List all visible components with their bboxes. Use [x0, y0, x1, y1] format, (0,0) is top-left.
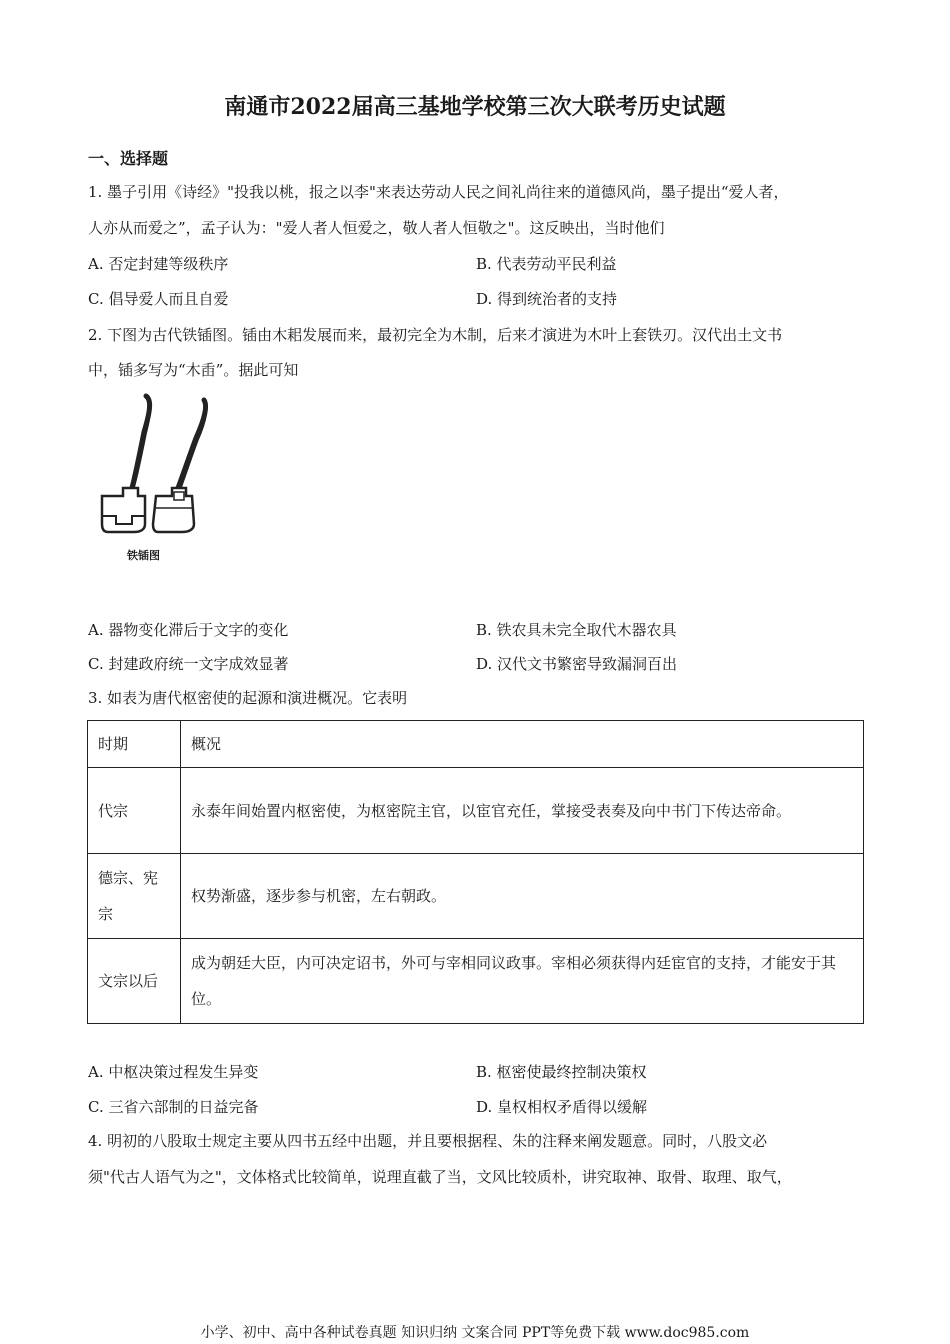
q1-option-d: D. 得到统治者的支持 [476, 290, 618, 308]
q4-stem-line1: 4. 明初的八股取士规定主要从四书五经中出题，并且要根据程、朱的注释来阐发题意。同时，八股文必 [88, 1132, 768, 1150]
q4-stem-line2: 须"代古人语气为之"，文体格式比较简单，说理直截了当，文风比较质朴，讲究取神、取骨、取理、取气， [88, 1168, 792, 1186]
q3-stem: 3. 如表为唐代枢密使的起源和演进概况。它表明 [88, 689, 408, 707]
q1-stem-line2: 人亦从而爱之”，孟子认为："爱人者人恒爱之，敬人者人恒敬之"。这反映出，当时他们 [88, 219, 665, 237]
q2-option-c: C. 封建政府统一文字成效显著 [88, 655, 289, 673]
q3-option-a: A. 中枢决策过程发生异变 [88, 1063, 259, 1081]
table-row [88, 939, 864, 1024]
table-cell-overview: 成为朝廷大臣，内可决定诏书，外可与宰相同议政事。宰相必须获得内廷宦官的支持，才能安于其位。 [181, 939, 864, 1024]
section-heading: 一、选择题 [88, 149, 169, 168]
page-title: 南通市2022届高三基地学校第三次大联考历史试题 [224, 94, 726, 120]
table-row [88, 768, 864, 854]
q2-option-d: D. 汉代文书繁密导致漏洞百出 [476, 655, 678, 673]
figure-caption: 铁锸图 [127, 549, 160, 562]
q2-option-b: B. 铁农具未完全取代木器农具 [476, 621, 677, 639]
table-cell-period: 文宗以后 [88, 939, 181, 1024]
q2-stem-line1: 2. 下图为古代铁锸图。锸由木耜发展而来，最初完全为木制，后来才演进为木叶上套铁刃。汉代出土文书 [88, 326, 783, 344]
table-cell-overview: 权势渐盛，逐步参与机密，左右朝政。 [181, 854, 864, 939]
q1-option-b: B. 代表劳动平民利益 [476, 255, 617, 273]
q3-option-b: B. 枢密使最终控制决策权 [476, 1063, 647, 1081]
table-header-row [88, 721, 864, 768]
q1-stem-line1: 1. 墨子引用《诗经》"投我以桃，报之以李"来表达劳动人民之间礼尚往来的道德风尚，墨子提出“爱人者， [88, 183, 789, 201]
q1-option-a: A. 否定封建等级秩序 [88, 255, 229, 273]
iron-spade-figure [96, 392, 216, 564]
table-header-period: 时期 [88, 721, 181, 768]
footer-text: 小学、初中、高中各种试卷真题 知识归纳 文案合同 PPT等免费下载 www.doc985.com [200, 1325, 750, 1341]
table-header-overview: 概况 [181, 721, 864, 768]
table-cell-period: 代宗 [88, 768, 181, 854]
table-cell-period: 德宗、宪宗 [88, 854, 181, 939]
q1-option-c: C. 倡导爱人而且自爱 [88, 290, 229, 308]
table-row [88, 854, 864, 939]
q3-option-c: C. 三省六部制的日益完备 [88, 1098, 259, 1116]
q3-option-d: D. 皇权相权矛盾得以缓解 [476, 1098, 648, 1116]
q2-option-a: A. 器物变化滞后于文字的变化 [88, 621, 289, 639]
table-cell-overview: 永泰年间始置内枢密使，为枢密院主官，以宦官充任，掌接受表奏及向中书门下传达帝命。 [181, 768, 864, 854]
q2-stem-line2: 中，锸多写为“木臿”。据此可知 [88, 361, 299, 379]
privy-envoy-table [87, 720, 864, 1024]
